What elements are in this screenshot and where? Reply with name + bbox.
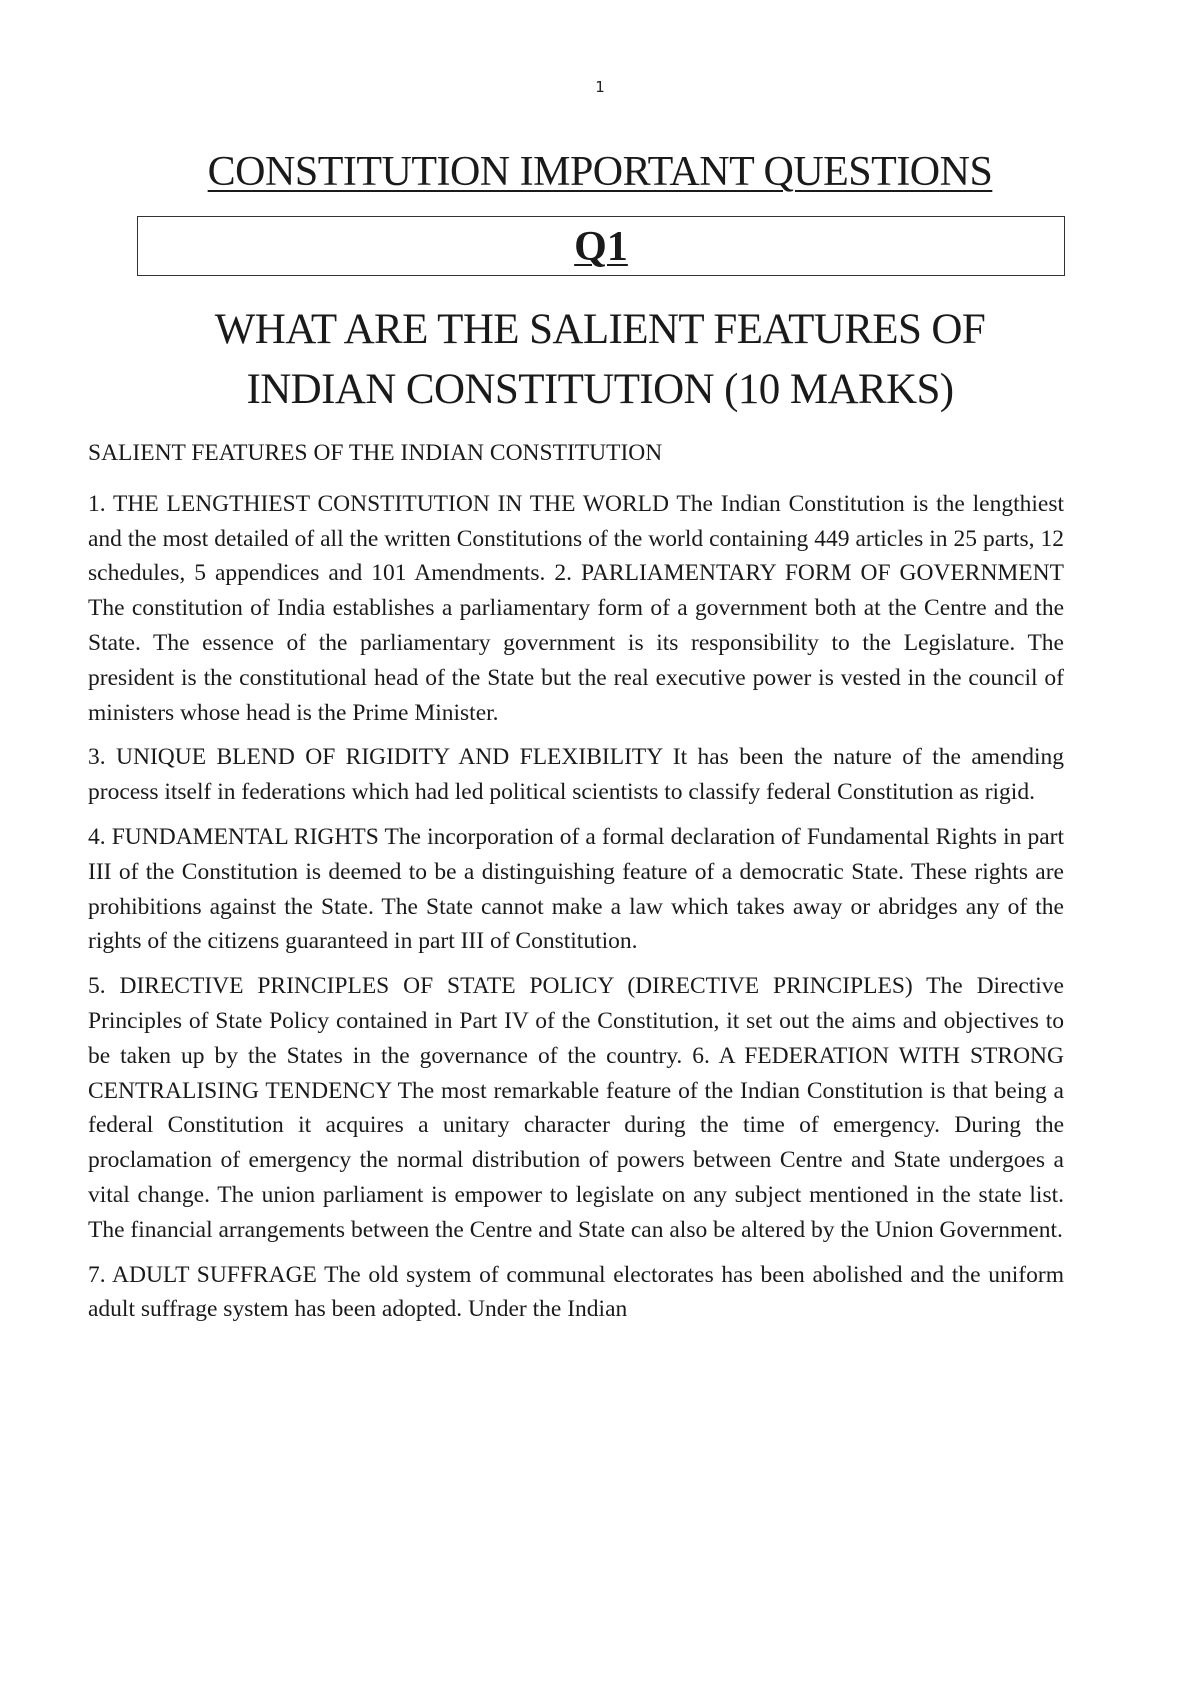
answer-paragraph: 5. DIRECTIVE PRINCIPLES OF STATE POLICY (DIRECTIVE PRINCIPLES) The Directive Principles of State Policy contained in Part IV of the Constitution, it set out the aims and objectives to be taken up by the States in the governance of the country. 6. A FEDERATION WITH STRONG CENTRALISING TENDENCY The most remarkable feature of the Indian Constitution is that being a federal Constitution it acquires a unitary character during the time of emergency. During the proclamation of emergency the normal distribution of powers between Centre and State undergoes a vital change. The union parliament is empower to legislate on any subject mentioned in the state list. The financial arrangements between the Centre and State can also be altered by the Union Government. bbox=[88, 973, 1064, 1243]
answer-paragraph: 1. THE LENGTHIEST CONSTITUTION IN THE WORLD The Indian Constitution is the lengthiest and the most detailed of all the written Constitutions of the world containing 449 articles in 25 parts, 12 schedules, 5 appendices and 101 Amendments. 2. PARLIAMENTARY FORM OF GOVERNMENT The constitution of India establishes a parliamentary form of a government both at the Centre and the State. The essence of the parliamentary government is its responsibility to the Legislature. The president is the constitutional head of the State but the real executive power is vested in the council of ministers whose head is the Prime Minister. bbox=[88, 490, 1064, 726]
answer-subheading: SALIENT FEATURES OF THE INDIAN CONSTITUTION bbox=[88, 440, 663, 466]
page-number: 1 bbox=[595, 78, 605, 96]
question-label: Q1 bbox=[574, 224, 628, 270]
answer-paragraph: 7. ADULT SUFFRAGE The old system of communal electorates has been abolished and the uniform adult suffrage system has been adopted. Under the Indian bbox=[88, 1261, 1064, 1323]
answer-paragraph: 3. UNIQUE BLEND OF RIGIDITY AND FLEXIBILITY It has been the nature of the amending process itself in federations which had led political scientists to classify federal Constitution as rigid. bbox=[88, 744, 1064, 806]
answer-paragraph: 4. FUNDAMENTAL RIGHTS The incorporation of a formal declaration of Fundamental Rights in part III of the Constitution is deemed to be a distinguishing feature of a democratic State. These rights are prohibitions against the State. The State cannot make a law which takes away or abridges any of the rights of the citizens guaranteed in part III of Constitution. bbox=[88, 823, 1064, 955]
answer-body bbox=[88, 436, 1064, 1337]
question-heading bbox=[100, 300, 1100, 420]
document-title: CONSTITUTION IMPORTANT QUESTIONS bbox=[207, 149, 993, 195]
question-heading-line-1: WHAT ARE THE SALIENT FEATURES OF bbox=[214, 306, 986, 353]
question-heading-line-2: INDIAN CONSTITUTION (10 MARKS) bbox=[246, 366, 954, 413]
